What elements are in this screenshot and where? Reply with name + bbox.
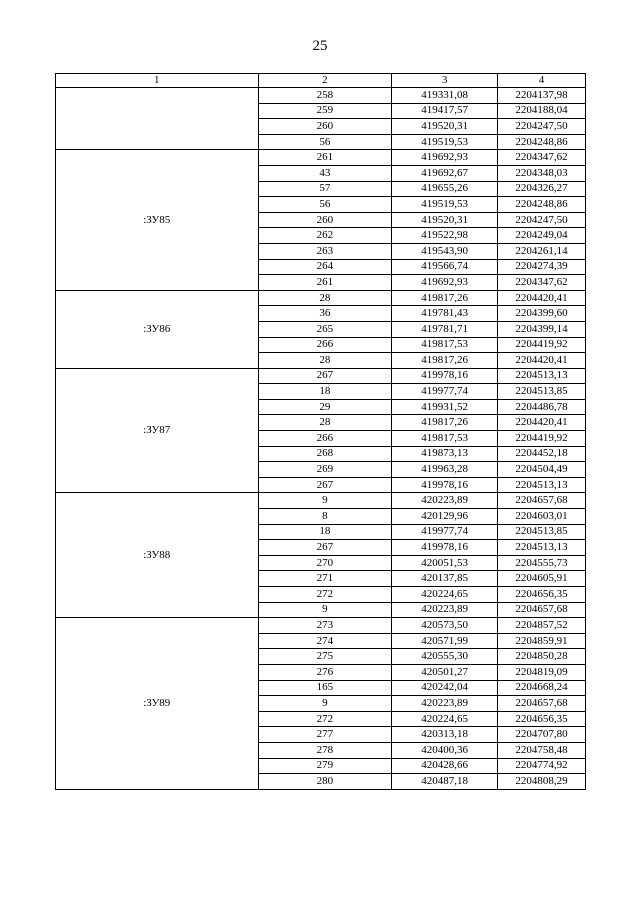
point-number-cell: 280 [258, 774, 392, 790]
table-row [56, 493, 586, 509]
point-number-cell: 267 [258, 477, 392, 493]
y-coordinate-cell: 2204347,62 [498, 150, 586, 166]
point-number-cell: 276 [258, 664, 392, 680]
y-coordinate-cell: 2204188,04 [498, 103, 586, 119]
point-number-cell: 267 [258, 540, 392, 556]
point-number-cell: 273 [258, 618, 392, 634]
y-coordinate-cell: 2204555,73 [498, 555, 586, 571]
y-coordinate-cell: 2204247,50 [498, 119, 586, 135]
y-coordinate-cell: 2204420,41 [498, 353, 586, 369]
point-number-cell: 36 [258, 306, 392, 322]
table-row [56, 150, 586, 166]
y-coordinate-cell: 2204420,41 [498, 415, 586, 431]
x-coordinate-cell: 420224,65 [392, 587, 498, 603]
y-coordinate-cell: 2204504,49 [498, 462, 586, 478]
parcel-label: :ЗУ86 [56, 290, 259, 368]
point-number-cell: 28 [258, 415, 392, 431]
x-coordinate-cell: 420555,30 [392, 649, 498, 665]
x-coordinate-cell: 419519,53 [392, 197, 498, 213]
y-coordinate-cell: 2204657,68 [498, 696, 586, 712]
point-number-cell: 18 [258, 524, 392, 540]
point-number-cell: 56 [258, 197, 392, 213]
x-coordinate-cell: 419566,74 [392, 259, 498, 275]
point-number-cell: 269 [258, 462, 392, 478]
parcel-label [56, 88, 259, 150]
table-row [56, 618, 586, 634]
y-coordinate-cell: 2204808,29 [498, 774, 586, 790]
x-coordinate-cell: 420242,04 [392, 680, 498, 696]
point-number-cell: 18 [258, 384, 392, 400]
x-coordinate-cell: 419692,93 [392, 150, 498, 166]
point-number-cell: 260 [258, 119, 392, 135]
y-coordinate-cell: 2204513,85 [498, 524, 586, 540]
point-number-cell: 262 [258, 228, 392, 244]
point-number-cell: 57 [258, 181, 392, 197]
parcel-label: :ЗУ85 [56, 150, 259, 290]
y-coordinate-cell: 2204347,62 [498, 275, 586, 291]
x-coordinate-cell: 420313,18 [392, 727, 498, 743]
parcel-label: :ЗУ89 [56, 618, 259, 790]
x-coordinate-cell: 420501,27 [392, 664, 498, 680]
y-coordinate-cell: 2204605,91 [498, 571, 586, 587]
y-coordinate-cell: 2204668,24 [498, 680, 586, 696]
column-header: 1 [56, 74, 259, 88]
point-number-cell: 258 [258, 88, 392, 104]
y-coordinate-cell: 2204399,14 [498, 321, 586, 337]
y-coordinate-cell: 2204758,48 [498, 742, 586, 758]
point-number-cell: 43 [258, 165, 392, 181]
point-number-cell: 270 [258, 555, 392, 571]
y-coordinate-cell: 2204419,92 [498, 431, 586, 447]
x-coordinate-cell: 420571,99 [392, 633, 498, 649]
point-number-cell: 271 [258, 571, 392, 587]
point-number-cell: 259 [258, 103, 392, 119]
y-coordinate-cell: 2204707,80 [498, 727, 586, 743]
x-coordinate-cell: 420223,89 [392, 696, 498, 712]
parcel-label: :ЗУ87 [56, 368, 259, 493]
x-coordinate-cell: 419977,74 [392, 384, 498, 400]
x-coordinate-cell: 419519,53 [392, 134, 498, 150]
y-coordinate-cell: 2204420,41 [498, 290, 586, 306]
x-coordinate-cell: 419978,16 [392, 477, 498, 493]
point-number-cell: 272 [258, 587, 392, 603]
y-coordinate-cell: 2204819,09 [498, 664, 586, 680]
column-header: 3 [392, 74, 498, 88]
point-number-cell: 9 [258, 493, 392, 509]
y-coordinate-cell: 2204513,13 [498, 477, 586, 493]
x-coordinate-cell: 419931,52 [392, 399, 498, 415]
y-coordinate-cell: 2204657,68 [498, 493, 586, 509]
x-coordinate-cell: 419543,90 [392, 243, 498, 259]
x-coordinate-cell: 420223,89 [392, 493, 498, 509]
point-number-cell: 165 [258, 680, 392, 696]
point-number-cell: 266 [258, 431, 392, 447]
x-coordinate-cell: 420051,53 [392, 555, 498, 571]
y-coordinate-cell: 2204513,85 [498, 384, 586, 400]
x-coordinate-cell: 419522,98 [392, 228, 498, 244]
point-number-cell: 28 [258, 353, 392, 369]
x-coordinate-cell: 420487,18 [392, 774, 498, 790]
y-coordinate-cell: 2204326,27 [498, 181, 586, 197]
y-coordinate-cell: 2204452,18 [498, 446, 586, 462]
y-coordinate-cell: 2204603,01 [498, 509, 586, 525]
point-number-cell: 274 [258, 633, 392, 649]
point-number-cell: 267 [258, 368, 392, 384]
y-coordinate-cell: 2204399,60 [498, 306, 586, 322]
x-coordinate-cell: 419873,13 [392, 446, 498, 462]
x-coordinate-cell: 419817,53 [392, 337, 498, 353]
y-coordinate-cell: 2204261,14 [498, 243, 586, 259]
table-row [56, 368, 586, 384]
y-coordinate-cell: 2204249,04 [498, 228, 586, 244]
x-coordinate-cell: 419781,43 [392, 306, 498, 322]
point-number-cell: 278 [258, 742, 392, 758]
y-coordinate-cell: 2204656,35 [498, 711, 586, 727]
y-coordinate-cell: 2204774,92 [498, 758, 586, 774]
point-number-cell: 29 [258, 399, 392, 415]
x-coordinate-cell: 420137,85 [392, 571, 498, 587]
x-coordinate-cell: 419692,93 [392, 275, 498, 291]
y-coordinate-cell: 2204657,68 [498, 602, 586, 618]
x-coordinate-cell: 420400,36 [392, 742, 498, 758]
x-coordinate-cell: 420573,50 [392, 618, 498, 634]
parcel-label: :ЗУ88 [56, 493, 259, 618]
x-coordinate-cell: 419520,31 [392, 212, 498, 228]
x-coordinate-cell: 419817,26 [392, 290, 498, 306]
table-row [56, 88, 586, 104]
y-coordinate-cell: 2204513,13 [498, 540, 586, 556]
x-coordinate-cell: 420428,66 [392, 758, 498, 774]
point-number-cell: 28 [258, 290, 392, 306]
x-coordinate-cell: 419655,26 [392, 181, 498, 197]
y-coordinate-cell: 2204247,50 [498, 212, 586, 228]
y-coordinate-cell: 2204248,86 [498, 197, 586, 213]
y-coordinate-cell: 2204419,92 [498, 337, 586, 353]
x-coordinate-cell: 419331,08 [392, 88, 498, 104]
y-coordinate-cell: 2204137,98 [498, 88, 586, 104]
x-coordinate-cell: 420129,96 [392, 509, 498, 525]
y-coordinate-cell: 2204513,13 [498, 368, 586, 384]
y-coordinate-cell: 2204859,91 [498, 633, 586, 649]
x-coordinate-cell: 419817,26 [392, 415, 498, 431]
x-coordinate-cell: 419692,67 [392, 165, 498, 181]
point-number-cell: 277 [258, 727, 392, 743]
x-coordinate-cell: 419977,74 [392, 524, 498, 540]
table-row [56, 290, 586, 306]
x-coordinate-cell: 420223,89 [392, 602, 498, 618]
y-coordinate-cell: 2204248,86 [498, 134, 586, 150]
point-number-cell: 279 [258, 758, 392, 774]
y-coordinate-cell: 2204274,39 [498, 259, 586, 275]
column-header: 2 [258, 74, 392, 88]
x-coordinate-cell: 420224,65 [392, 711, 498, 727]
page-number: 25 [312, 38, 328, 54]
point-number-cell: 264 [258, 259, 392, 275]
point-number-cell: 8 [258, 509, 392, 525]
x-coordinate-cell: 419817,26 [392, 353, 498, 369]
x-coordinate-cell: 419817,53 [392, 431, 498, 447]
point-number-cell: 275 [258, 649, 392, 665]
point-number-cell: 263 [258, 243, 392, 259]
coordinates-table [55, 73, 586, 790]
point-number-cell: 261 [258, 275, 392, 291]
y-coordinate-cell: 2204348,03 [498, 165, 586, 181]
point-number-cell: 265 [258, 321, 392, 337]
y-coordinate-cell: 2204486,78 [498, 399, 586, 415]
x-coordinate-cell: 419417,57 [392, 103, 498, 119]
point-number-cell: 272 [258, 711, 392, 727]
y-coordinate-cell: 2204656,35 [498, 587, 586, 603]
x-coordinate-cell: 419520,31 [392, 119, 498, 135]
point-number-cell: 9 [258, 602, 392, 618]
y-coordinate-cell: 2204857,52 [498, 618, 586, 634]
point-number-cell: 266 [258, 337, 392, 353]
table-body [56, 88, 586, 790]
y-coordinate-cell: 2204850,28 [498, 649, 586, 665]
x-coordinate-cell: 419781,71 [392, 321, 498, 337]
point-number-cell: 9 [258, 696, 392, 712]
x-coordinate-cell: 419978,16 [392, 368, 498, 384]
x-coordinate-cell: 419963,28 [392, 462, 498, 478]
point-number-cell: 261 [258, 150, 392, 166]
x-coordinate-cell: 419978,16 [392, 540, 498, 556]
column-header: 4 [498, 74, 586, 88]
point-number-cell: 260 [258, 212, 392, 228]
table-header-row [56, 74, 586, 88]
point-number-cell: 56 [258, 134, 392, 150]
point-number-cell: 268 [258, 446, 392, 462]
